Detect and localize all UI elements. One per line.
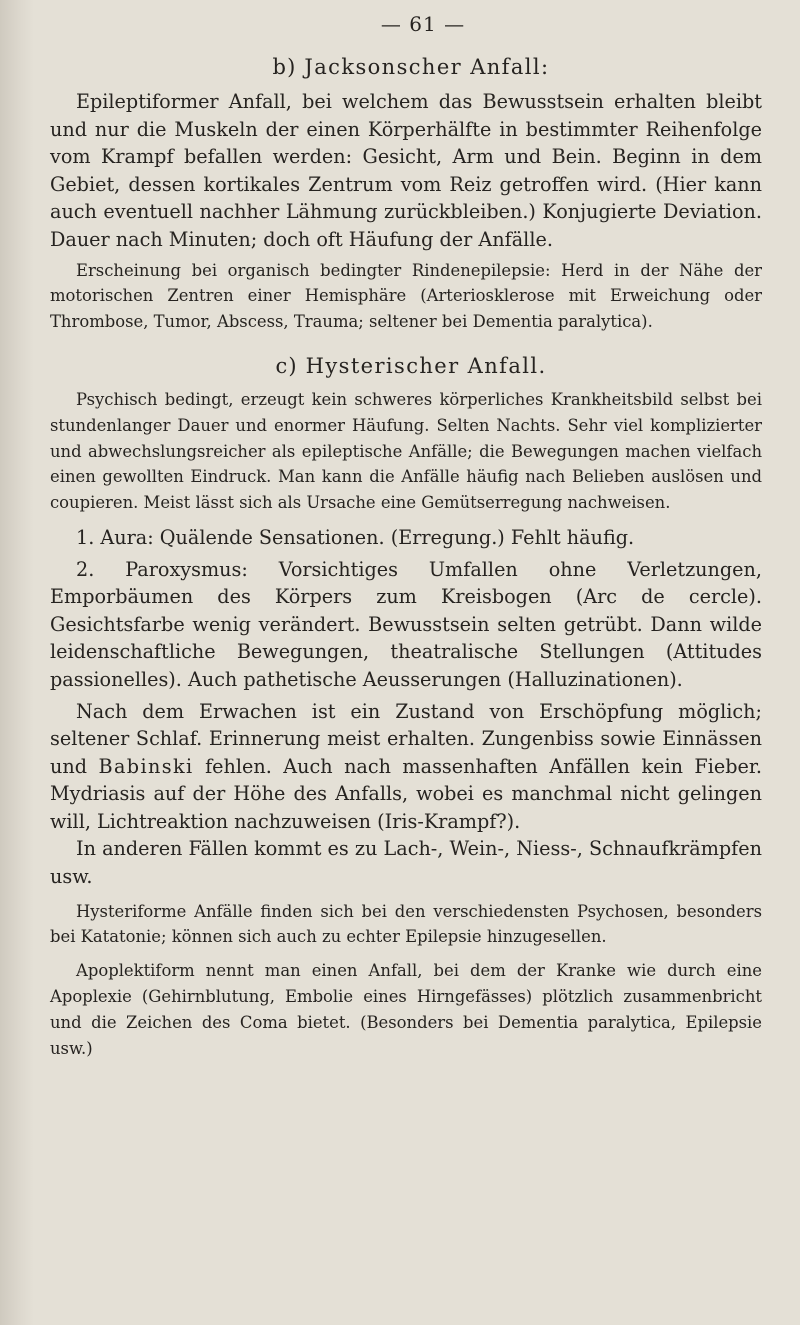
paragraph-after-waking-pre: Nach dem Erwachen ist ein Zustand von Erschöpfung möglich; seltener Schlaf. Erinnerung meist erhalten. Zungenbiss sowie Einnässen und — [50, 699, 762, 778]
binding-shadow — [0, 0, 34, 1325]
page-number: — 61 — — [380, 12, 466, 36]
page-content — [50, 10, 762, 1061]
paragraph-apoplektiform: Apoplektiform nennt man einen Anfall, bei dem der Kranke wie durch eine Apoplexie (Gehirnblutung, Embolie eines Hirngefässes) plötzlich zusammenbricht und die Zeichen des Coma bietet. (Besonders bei Dementia paralytica, Epilepsie usw.) — [50, 961, 762, 1058]
paragraph-jackson-description: Epileptiformer Anfall, bei welchem das Bewusstsein erhalten bleibt und nur die Muskeln der einen Körperhälfte in bestimmter Reihenfolge vom Krampf befallen werden: Gesicht, Arm und Bein. Beginn in dem Gebiet, dessen kortikales Zentrum vom Reiz getroffen wird. (Hier kann auch eventuell nachher Lähmung zurückbleiben.) Konjugierte Deviation. Dauer nach Minuten; doch oft Häufung der Anfälle. — [50, 90, 762, 251]
paragraph-hysteriform: Hysteriforme Anfälle finden sich bei den verschiedensten Psychosen, besonders bei Katatonie; können sich auch zu echter Epilepsie hinzugesellen. — [50, 901, 762, 947]
section-heading-b-prefix: b) — [272, 55, 305, 79]
list-item-aura: 1. Aura: Quälende Sensationen. (Erregung.) Fehlt häufig. — [76, 525, 635, 549]
paragraph-after-waking-post: fehlen. Auch nach massenhaften Anfällen kein Fieber. Mydriasis auf der Höhe des Anfalls, wobei es manchmal nicht gelingen will, Lichtreaktion nachzuweisen (Iris-Krampf?). — [50, 754, 762, 833]
section-heading-c-title: Hysterischer Anfall. — [305, 353, 547, 378]
paragraph-hysteric-intro: Psychisch bedingt, erzeugt kein schweres körperliches Krankheitsbild selbst bei stundenlanger Dauer und enormer Häufung. Selten Nachts. Sehr viel komplizierter und abwechslungsreicher als epileptische Anfälle; die Bewegungen machen vielfach einen gewollten Eindruck. Man kann die Anfälle häufig nach Belieben auslösen und coupieren. Meist lässt sich als Ursache eine Gemütserregung nachweisen. — [50, 389, 762, 513]
paragraph-after-waking — [50, 698, 762, 836]
list-item-paroxysmus: 2. Paroxysmus: Vorsichtiges Umfallen ohne Verletzungen, Emporbäumen des Körpers zum Kreisbogen (Arc de cercle). Gesichtsfarbe wenig verändert. Bewusstsein selten getrübt. Dann wilde leidenschaftliche Bewegungen, theatralische Stellungen (Attitudes passionelles). Auch pathetische Aeusserungen (Halluzinationen). — [50, 557, 762, 691]
section-heading-c — [60, 351, 762, 381]
section-heading-b-title: Jacksonscher Anfall: — [304, 55, 550, 79]
name-babinski: Babinski — [98, 754, 194, 778]
paragraph-jackson-occurrence: Erscheinung bei organisch bedingter Rindenepilepsie: Herd in der Nähe der motorischen Zentren einer Hemisphäre (Arteriosklerose mit Erweichung oder Thrombose, Tumor, Abscess, Trauma; seltener bei Dementia paralytica). — [50, 260, 762, 332]
paragraph-other-cases: In anderen Fällen kommt es zu Lach-, Wein-, Niess-, Schnaufkrämpfen usw. — [50, 837, 762, 889]
section-heading-c-prefix: c) — [275, 353, 306, 378]
section-heading-b — [60, 52, 762, 82]
